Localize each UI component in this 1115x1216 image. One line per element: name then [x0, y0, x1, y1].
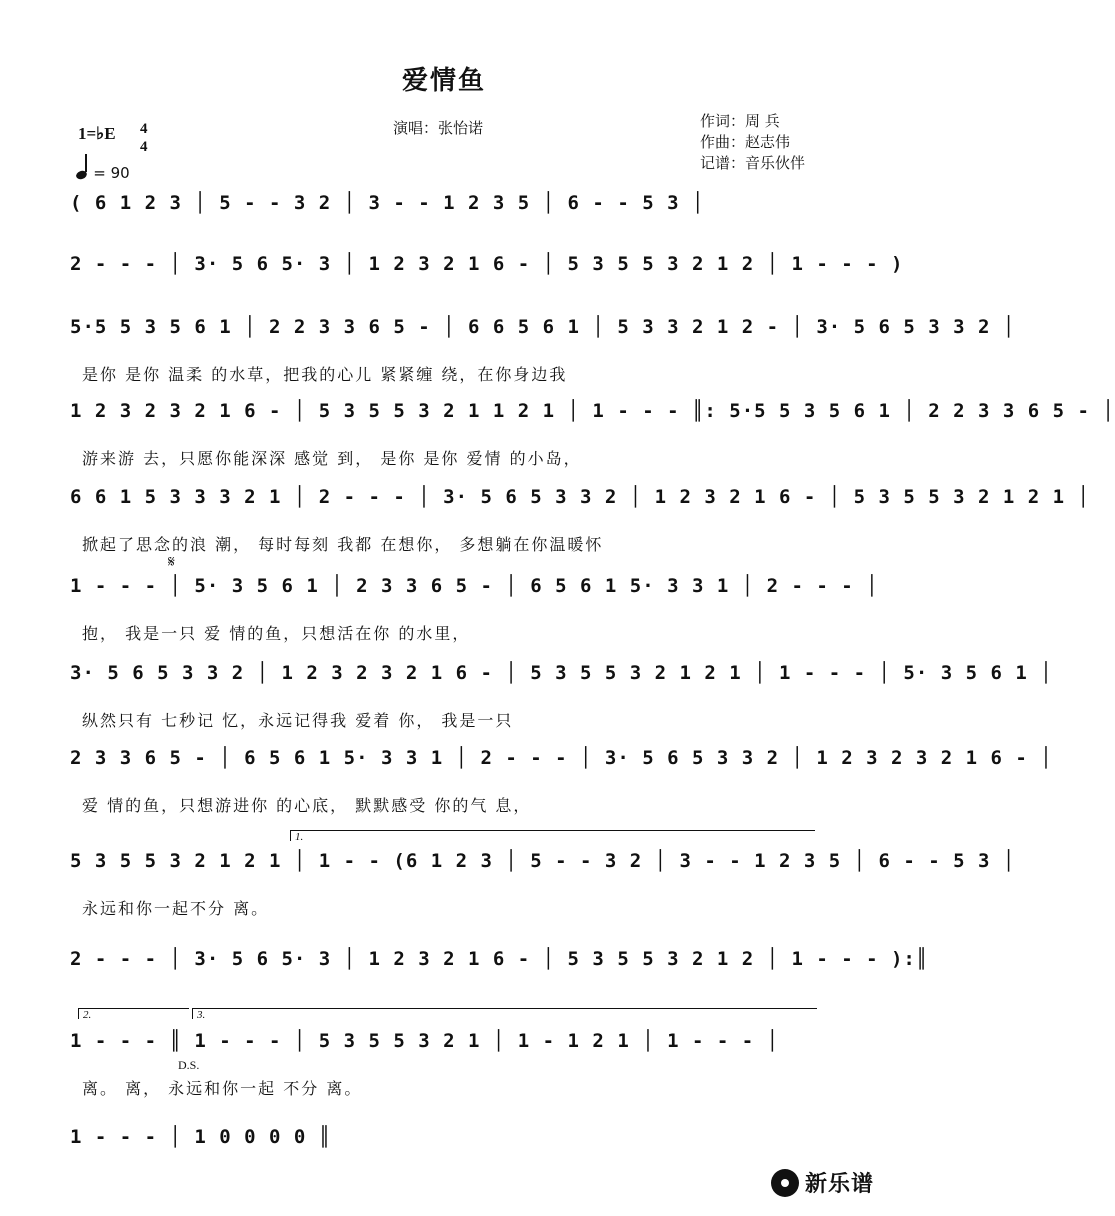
notes: 1 - - - ║ 1 - - - │ 5 3 5 5 3 2 1 │ 1 - 1 2 1 │ 1 - - - │	[70, 1030, 780, 1052]
volta-2: 2.	[78, 1008, 189, 1019]
meter-top: 4	[140, 121, 148, 137]
notes: 6 6 1 5 3 3 3 2 1 │ 2 - - - │ 3· 5 6 5 3 3 2 │ 1 2 3 2 1 6 - │ 5 3 5 5 3 2 1 2 1 │	[70, 486, 1090, 508]
record-disc-icon	[771, 1169, 799, 1197]
volta-3: 3.	[192, 1008, 817, 1019]
lyrics: 游来游 去，只愿你能深深 感觉 到， 是你 是你 爱情 的小岛，	[82, 449, 582, 468]
site-logo	[771, 1167, 874, 1198]
time-signature	[140, 120, 148, 156]
tempo-value: = 90	[93, 164, 130, 182]
segno-mark: 𝄋	[168, 554, 175, 571]
notes: 5·5 5 3 5 6 1 │ 2 2 3 3 6 5 - │ 6 6 5 6 1 │ 5 3 3 2 1 2 - │ 3· 5 6 5 3 3 2 │	[70, 316, 1016, 338]
singer-credit: 演唱：张怡诺	[393, 119, 484, 137]
notes: 1 2 3 2 3 2 1 6 - │ 5 3 5 5 3 2 1 1 2 1 │ 1 - - - ║: 5·5 5 3 5 6 1 │ 2 2 3 3 6 5 - │	[70, 400, 1115, 422]
composer-credit: 作曲：赵志伟	[700, 133, 791, 151]
notes: 5 3 5 5 3 2 1 2 1 │ 1 - - (6 1 2 3 │ 5 - - 3 2 │ 3 - - 1 2 3 5 │ 6 - - 5 3 │	[70, 850, 1016, 872]
notes: 2 - - - │ 3· 5 6 5· 3 │ 1 2 3 2 1 6 - │ 5 3 5 5 3 2 1 2 │ 1 - - - ):║	[70, 948, 929, 970]
score-title: 爱情鱼	[401, 66, 486, 96]
volta-1: 1.	[290, 830, 815, 841]
key-signature: 1=♭E	[78, 124, 116, 143]
notes: ( 6 1 2 3 │ 5 - - 3 2 │ 3 - - 1 2 3 5 │ 6 - - 5 3 │	[70, 192, 705, 214]
lyrics: 纵然只有 七秒记 忆，永远记得我 爱着 你， 我是一只	[82, 711, 514, 730]
lyrics: 爱 情的鱼，只想游进你 的心底， 默默感受 你的气 息，	[82, 796, 532, 815]
logo-text: 新乐谱	[804, 1172, 874, 1197]
tempo-marking	[76, 160, 130, 182]
lyrics: 离。 离， 永远和你一起 不分 离。	[82, 1079, 363, 1098]
notes: 2 - - - │ 3· 5 6 5· 3 │ 1 2 3 2 1 6 - │ 5 3 5 5 3 2 1 2 │ 1 - - - )	[70, 253, 904, 275]
transcriber-credit: 记谱：音乐伙伴	[700, 154, 806, 172]
lyrics: 是你 是你 温柔 的水草，把我的心儿 紧紧缠 绕，在你身边我	[82, 365, 568, 384]
lyrics: 抱， 我是一只 爱 情的鱼，只想活在你 的水里，	[82, 624, 471, 643]
notes: 2 3 3 6 5 - │ 6 5 6 1 5· 3 3 1 │ 2 - - - │ 3· 5 6 5 3 3 2 │ 1 2 3 2 3 2 1 6 - │	[70, 747, 1053, 769]
lyricist-credit: 作词：周 兵	[700, 112, 780, 130]
meter-bottom: 4	[140, 139, 148, 155]
notes: 1 - - - │ 1 0 0 0 0 ║	[70, 1126, 332, 1148]
lyrics: 掀起了思念的浪 潮， 每时每刻 我都 在想你， 多想躺在你温暖怀	[82, 535, 604, 554]
notes: 1 - - - │ 5· 3 5 6 1 │ 2 3 3 6 5 - │ 6 5 6 1 5· 3 3 1 │ 2 - - - │	[70, 575, 879, 597]
lyrics: 永远和你一起不分 离。	[82, 899, 270, 918]
ds-mark: D.S.	[178, 1058, 200, 1072]
notes: 3· 5 6 5 3 3 2 │ 1 2 3 2 3 2 1 6 - │ 5 3 5 5 3 2 1 2 1 │ 1 - - - │ 5· 3 5 6 1 │	[70, 662, 1053, 684]
